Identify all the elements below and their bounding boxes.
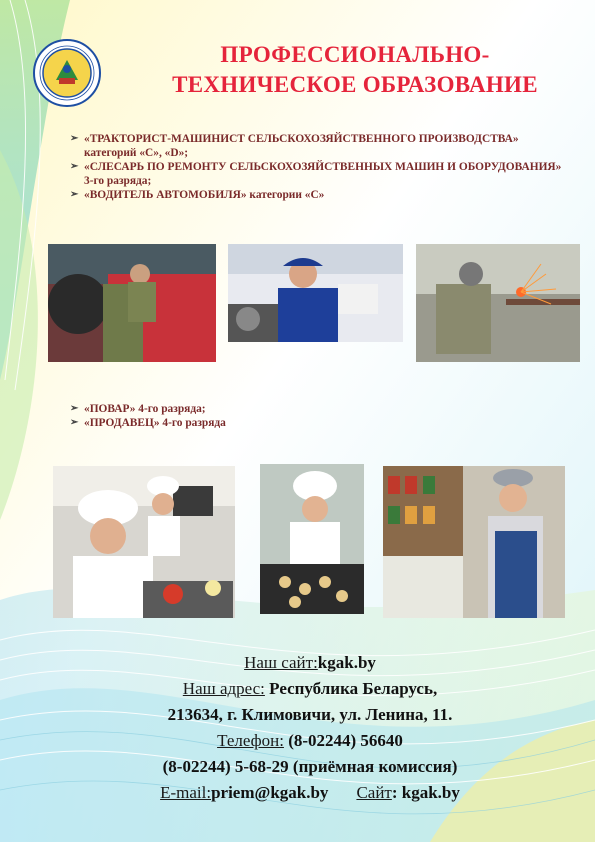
cook-baking-photo: [260, 464, 364, 614]
phone-line-2: [100, 754, 520, 780]
email-line: [100, 780, 520, 806]
contact-block: [100, 650, 520, 806]
list-item: ➢ «ПРОДАВЕЦ» 4-го разряда: [70, 417, 226, 429]
title-line-1: ПРОФЕССИОНАЛЬНО-: [220, 42, 490, 67]
phone-value-2[interactable]: (8-02244) 5-68-29 (приёмная комиссия): [162, 757, 458, 776]
title-line-2: ТЕХНИЧЕСКОЕ ОБРАЗОВАНИЕ: [172, 72, 538, 97]
program-list-technical: [70, 132, 570, 202]
address-value-2: 213634, г. Климовичи, ул. Ленина, 11.: [167, 705, 453, 724]
list-item: ➢ «СЛЕСАРЬ ПО РЕМОНТУ СЕЛЬСКОХОЗЯЙСТВЕННЫХ МАШИН И ОБОРУДОВАНИЯ» 3-го разряда;: [70, 161, 562, 187]
phone-line-1: [100, 728, 520, 754]
arrow-bullet-icon: ➢: [70, 161, 79, 172]
list-item: ➢ «ПОВАР» 4-го разряда;: [70, 403, 206, 415]
site-line: [100, 650, 520, 676]
list-item: ➢ «ТРАКТОРИСТ-МАШИНИСТ СЕЛЬСКОХОЗЯЙСТВЕННОГО ПРОИЗВОДСТВА» категорий «С», «D»;: [70, 133, 519, 159]
tractor-mechanic-photo: [48, 244, 216, 362]
program-list-service: [70, 402, 550, 430]
phone-label: Телефон:: [217, 731, 284, 750]
page-title: [120, 40, 590, 100]
site-link[interactable]: kgak.by: [317, 653, 376, 672]
address-value-1: Республика Беларусь,: [269, 679, 438, 698]
mechanic-thumbs-up-photo: [228, 244, 403, 342]
address-label: Наш адрес:: [182, 679, 265, 698]
address-line-1: [100, 676, 520, 702]
shop-assistant-photo: [383, 466, 565, 618]
address-line-2: [100, 702, 520, 728]
arrow-bullet-icon: ➢: [70, 417, 79, 428]
arrow-bullet-icon: ➢: [70, 133, 79, 144]
email-label: E-mail:: [160, 783, 212, 802]
arrow-bullet-icon: ➢: [70, 189, 79, 200]
email-link[interactable]: priem@kgak.by: [211, 783, 329, 802]
arrow-bullet-icon: ➢: [70, 403, 79, 414]
site2-link[interactable]: : kgak.by: [391, 783, 460, 802]
phone-value-1[interactable]: (8-02244) 56640: [288, 731, 403, 750]
college-emblem-icon: [32, 38, 102, 108]
site2-label: Сайт: [356, 783, 392, 802]
welder-photo: [416, 244, 580, 362]
list-item: ➢ «ВОДИТЕЛЬ АВТОМОБИЛЯ» категории «С»: [70, 189, 325, 201]
site-label: Наш сайт:: [244, 653, 318, 672]
cooks-photo: [53, 466, 235, 618]
